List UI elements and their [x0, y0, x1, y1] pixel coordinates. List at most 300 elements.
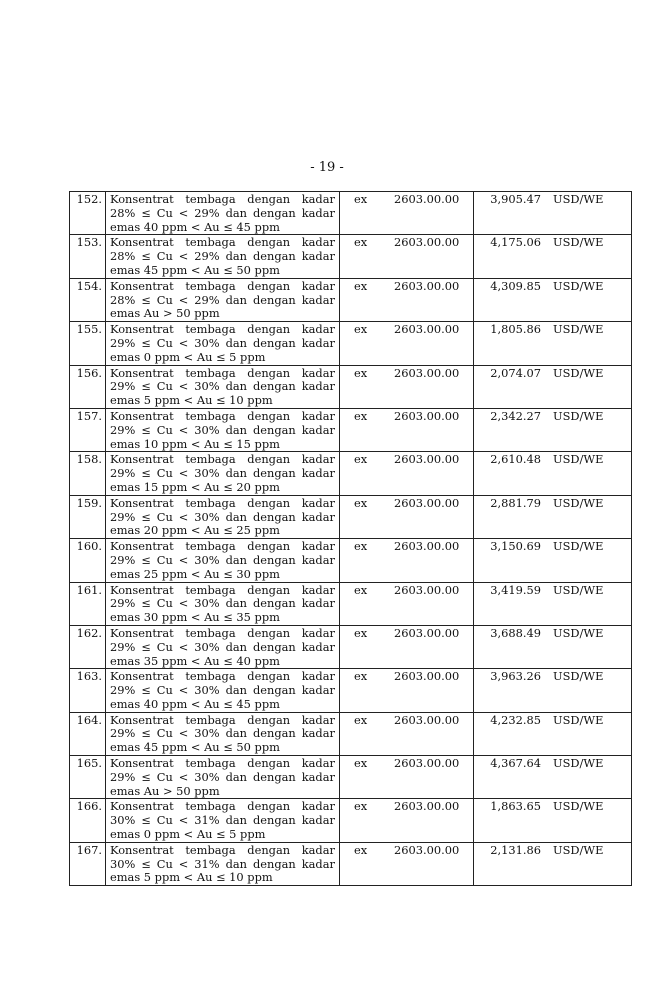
desc-word: tembaga: [185, 582, 236, 597]
desc-line-2: [110, 294, 335, 308]
row-description: [106, 322, 340, 365]
desc-word: tembaga: [185, 365, 236, 380]
desc-word: 29%: [110, 466, 136, 481]
desc-line-1: [110, 844, 335, 858]
row-hs-code-cell: [340, 799, 474, 842]
desc-word: ≤: [141, 509, 151, 524]
desc-word: ≤: [141, 249, 151, 264]
row-amount: 3,419.59: [490, 582, 541, 597]
desc-word: 30%: [194, 726, 220, 741]
row-number: 158.: [70, 452, 106, 495]
desc-word: dan: [225, 813, 247, 828]
desc-word: kadar: [301, 422, 335, 437]
desc-word: dengan: [252, 683, 296, 698]
desc-word: Cu: [156, 639, 173, 654]
row-hs-code-cell: [340, 495, 474, 538]
desc-word: 31%: [194, 856, 220, 871]
desc-word: tembaga: [185, 408, 236, 423]
desc-line-1: [110, 540, 335, 554]
desc-word: dan: [225, 292, 247, 307]
row-ex-label: ex: [354, 539, 368, 554]
desc-word: dan: [225, 509, 247, 524]
row-price-cell: [474, 712, 632, 755]
desc-word: tembaga: [185, 452, 236, 467]
desc-word: Konsentrat: [110, 625, 174, 640]
desc-word: Konsentrat: [110, 712, 174, 727]
desc-word: kadar: [301, 335, 335, 350]
desc-word: <: [178, 335, 189, 350]
desc-word: kadar: [301, 292, 335, 307]
desc-line-1: [110, 800, 335, 814]
row-hs-code-cell: [340, 322, 474, 365]
desc-line-2: [110, 814, 335, 828]
desc-word: <: [178, 379, 189, 394]
desc-word: kadar: [301, 856, 335, 871]
row-description: [106, 452, 340, 495]
row-hs-code: 2603.00.00: [394, 235, 460, 250]
desc-word: dan: [225, 639, 247, 654]
desc-word: Konsentrat: [110, 452, 174, 467]
table-row: [70, 408, 632, 451]
desc-word: kadar: [301, 813, 335, 828]
desc-word: <: [178, 205, 189, 220]
desc-word: Cu: [156, 769, 173, 784]
table-row: [70, 669, 632, 712]
desc-word: ≤: [141, 856, 151, 871]
desc-word: Konsentrat: [110, 669, 174, 684]
desc-line-1: [110, 323, 335, 337]
desc-word: 29%: [110, 335, 136, 350]
row-amount: 1,863.65: [490, 799, 541, 814]
row-description: [106, 625, 340, 668]
desc-word: kadar: [301, 625, 335, 640]
row-price-cell: [474, 322, 632, 365]
desc-word: Cu: [156, 292, 173, 307]
row-number: 157.: [70, 408, 106, 451]
row-unit: USD/WE: [553, 192, 604, 206]
row-unit: USD/WE: [553, 712, 604, 727]
desc-word: 29%: [110, 639, 136, 654]
desc-word: tembaga: [185, 278, 236, 293]
row-ex-label: ex: [354, 278, 368, 293]
tariff-table: [69, 191, 632, 886]
desc-word: tembaga: [185, 235, 236, 250]
row-number: 163.: [70, 669, 106, 712]
desc-word: Konsentrat: [110, 756, 174, 771]
desc-line-3: emas 25 ppm < Au ≤ 30 ppm: [110, 566, 280, 581]
page-number: - 19 -: [310, 160, 344, 175]
desc-word: Cu: [156, 379, 173, 394]
desc-word: ≤: [141, 552, 151, 567]
desc-word: ≤: [141, 813, 151, 828]
table-row: [70, 452, 632, 495]
row-hs-code: 2603.00.00: [394, 625, 460, 640]
desc-word: tembaga: [185, 712, 236, 727]
row-ex-label: ex: [354, 625, 368, 640]
desc-word: <: [178, 726, 189, 741]
desc-word: Cu: [156, 552, 173, 567]
desc-word: 30%: [194, 379, 220, 394]
row-ex-label: ex: [354, 842, 368, 857]
desc-line-1: [110, 714, 335, 728]
row-price-cell: [474, 625, 632, 668]
desc-word: Konsentrat: [110, 799, 174, 814]
row-hs-code: 2603.00.00: [394, 669, 460, 684]
desc-word: 31%: [194, 813, 220, 828]
desc-word: ≤: [141, 683, 151, 698]
desc-word: dengan: [252, 639, 296, 654]
row-number: 165.: [70, 756, 106, 799]
desc-word: Cu: [156, 466, 173, 481]
desc-word: tembaga: [185, 756, 236, 771]
desc-line-2: [110, 337, 335, 351]
desc-word: dan: [225, 335, 247, 350]
desc-word: ≤: [141, 639, 151, 654]
desc-word: 30%: [110, 813, 136, 828]
desc-word: dengan: [247, 192, 291, 206]
row-description: [106, 495, 340, 538]
row-amount: 3,688.49: [490, 625, 541, 640]
desc-word: dengan: [252, 379, 296, 394]
desc-word: dan: [225, 422, 247, 437]
row-price-cell: [474, 495, 632, 538]
tariff-table-body: [70, 192, 632, 886]
desc-line-2: [110, 207, 335, 221]
desc-word: <: [178, 813, 189, 828]
desc-word: dengan: [247, 712, 291, 727]
desc-word: dengan: [252, 552, 296, 567]
table-row: [70, 539, 632, 582]
table-row: [70, 756, 632, 799]
desc-word: Cu: [156, 422, 173, 437]
desc-word: <: [178, 596, 189, 611]
desc-line-3: emas 30 ppm < Au ≤ 35 ppm: [110, 610, 280, 625]
row-ex-label: ex: [354, 408, 368, 423]
desc-line-1: [110, 453, 335, 467]
row-ex-label: ex: [354, 712, 368, 727]
desc-word: dan: [225, 726, 247, 741]
desc-word: ≤: [141, 205, 151, 220]
desc-word: ≤: [141, 596, 151, 611]
row-hs-code: 2603.00.00: [394, 408, 460, 423]
table-row: [70, 799, 632, 842]
desc-word: kadar: [301, 769, 335, 784]
desc-word: Konsentrat: [110, 582, 174, 597]
table-row: [70, 495, 632, 538]
desc-word: dengan: [247, 625, 291, 640]
desc-line-3: emas 20 ppm < Au ≤ 25 ppm: [110, 523, 280, 538]
desc-word: dengan: [247, 365, 291, 380]
desc-word: 30%: [194, 335, 220, 350]
desc-word: dengan: [247, 756, 291, 771]
desc-word: <: [178, 856, 189, 871]
desc-word: dengan: [247, 799, 291, 814]
desc-line-3: emas 10 ppm < Au ≤ 15 ppm: [110, 436, 280, 451]
row-number: 160.: [70, 539, 106, 582]
desc-word: <: [178, 552, 189, 567]
desc-line-2: [110, 511, 335, 525]
desc-line-1: [110, 367, 335, 381]
row-hs-code-cell: [340, 669, 474, 712]
desc-word: kadar: [301, 249, 335, 264]
row-price-cell: [474, 582, 632, 625]
table-row: [70, 712, 632, 755]
desc-line-2: [110, 554, 335, 568]
desc-word: dan: [225, 249, 247, 264]
row-hs-code-cell: [340, 539, 474, 582]
desc-line-3: emas 5 ppm < Au ≤ 10 ppm: [110, 393, 273, 408]
desc-line-3: emas 35 ppm < Au ≤ 40 ppm: [110, 653, 280, 668]
row-price-cell: [474, 799, 632, 842]
row-ex-label: ex: [354, 799, 368, 814]
desc-word: tembaga: [185, 322, 236, 337]
desc-word: dengan: [247, 278, 291, 293]
desc-line-3: emas 40 ppm < Au ≤ 45 ppm: [110, 696, 280, 711]
desc-line-3: emas 5 ppm < Au ≤ 10 ppm: [110, 870, 273, 885]
row-hs-code: 2603.00.00: [394, 712, 460, 727]
desc-word: kadar: [301, 552, 335, 567]
row-description: [106, 756, 340, 799]
row-description: [106, 582, 340, 625]
desc-word: kadar: [301, 726, 335, 741]
row-number: 155.: [70, 322, 106, 365]
desc-word: dengan: [252, 509, 296, 524]
desc-line-1: [110, 236, 335, 250]
row-ex-label: ex: [354, 495, 368, 510]
desc-line-3: emas Au > 50 ppm: [110, 783, 220, 798]
table-row: [70, 235, 632, 278]
desc-word: kadar: [301, 322, 335, 337]
row-price-cell: [474, 669, 632, 712]
desc-word: tembaga: [185, 495, 236, 510]
desc-word: 29%: [110, 422, 136, 437]
desc-word: Konsentrat: [110, 278, 174, 293]
desc-word: dengan: [247, 539, 291, 554]
desc-word: kadar: [301, 683, 335, 698]
table-row: [70, 278, 632, 321]
row-hs-code: 2603.00.00: [394, 495, 460, 510]
row-hs-code-cell: [340, 408, 474, 451]
row-description: [106, 712, 340, 755]
row-unit: USD/WE: [553, 799, 604, 814]
row-unit: USD/WE: [553, 842, 604, 857]
desc-word: Konsentrat: [110, 842, 174, 857]
desc-word: dan: [225, 466, 247, 481]
desc-line-3: emas 0 ppm < Au ≤ 5 ppm: [110, 349, 266, 364]
desc-word: dengan: [252, 856, 296, 871]
desc-word: Konsentrat: [110, 322, 174, 337]
desc-line-2: [110, 684, 335, 698]
desc-word: 29%: [110, 769, 136, 784]
desc-word: dan: [225, 552, 247, 567]
desc-word: 28%: [110, 249, 136, 264]
row-description: [106, 235, 340, 278]
table-row: [70, 582, 632, 625]
desc-word: ≤: [141, 769, 151, 784]
desc-word: ≤: [141, 292, 151, 307]
desc-line-2: [110, 597, 335, 611]
row-hs-code: 2603.00.00: [394, 322, 460, 337]
desc-word: kadar: [301, 639, 335, 654]
row-number: 154.: [70, 278, 106, 321]
desc-line-3: emas 15 ppm < Au ≤ 20 ppm: [110, 479, 280, 494]
desc-word: kadar: [301, 278, 335, 293]
desc-word: dan: [225, 769, 247, 784]
row-amount: 2,074.07: [490, 365, 541, 380]
desc-word: dengan: [247, 408, 291, 423]
desc-word: <: [178, 466, 189, 481]
desc-line-1: [110, 757, 335, 771]
desc-word: dengan: [252, 422, 296, 437]
row-amount: 4,232.85: [490, 712, 541, 727]
desc-word: kadar: [301, 452, 335, 467]
row-amount: 2,881.79: [490, 495, 541, 510]
desc-word: kadar: [301, 205, 335, 220]
row-price-cell: [474, 756, 632, 799]
desc-word: kadar: [301, 596, 335, 611]
desc-word: kadar: [301, 842, 335, 857]
row-unit: USD/WE: [553, 235, 604, 250]
desc-line-3: emas 45 ppm < Au ≤ 50 ppm: [110, 262, 280, 277]
desc-word: kadar: [301, 712, 335, 727]
desc-word: kadar: [301, 235, 335, 250]
row-hs-code-cell: [340, 712, 474, 755]
desc-word: kadar: [301, 379, 335, 394]
desc-word: Cu: [156, 509, 173, 524]
row-hs-code-cell: [340, 365, 474, 408]
desc-word: ≤: [141, 422, 151, 437]
row-hs-code: 2603.00.00: [394, 799, 460, 814]
row-ex-label: ex: [354, 192, 368, 206]
desc-word: Cu: [156, 856, 173, 871]
desc-word: tembaga: [185, 539, 236, 554]
row-hs-code-cell: [340, 192, 474, 235]
desc-word: <: [178, 639, 189, 654]
desc-word: 29%: [110, 596, 136, 611]
row-number: 164.: [70, 712, 106, 755]
desc-word: 30%: [194, 596, 220, 611]
desc-line-3: emas Au > 50 ppm: [110, 306, 220, 321]
row-unit: USD/WE: [553, 495, 604, 510]
desc-word: 30%: [194, 639, 220, 654]
row-description: [106, 799, 340, 842]
row-description: [106, 192, 340, 235]
desc-word: dan: [225, 683, 247, 698]
desc-word: 29%: [110, 509, 136, 524]
row-amount: 3,905.47: [490, 192, 541, 206]
desc-word: 29%: [194, 292, 220, 307]
row-hs-code-cell: [340, 625, 474, 668]
desc-line-1: [110, 497, 335, 511]
desc-word: dengan: [252, 205, 296, 220]
desc-word: dengan: [252, 596, 296, 611]
desc-word: dengan: [252, 466, 296, 481]
desc-line-1: [110, 193, 335, 207]
row-number: 152.: [70, 192, 106, 235]
desc-word: Konsentrat: [110, 539, 174, 554]
desc-line-3: emas 40 ppm < Au ≤ 45 ppm: [110, 219, 280, 234]
row-ex-label: ex: [354, 669, 368, 684]
desc-line-2: [110, 727, 335, 741]
row-description: [106, 278, 340, 321]
row-hs-code-cell: [340, 452, 474, 495]
desc-word: tembaga: [185, 669, 236, 684]
desc-word: <: [178, 509, 189, 524]
desc-line-2: [110, 858, 335, 872]
desc-word: 30%: [194, 683, 220, 698]
desc-word: ≤: [141, 379, 151, 394]
desc-word: 29%: [194, 249, 220, 264]
table-row: [70, 322, 632, 365]
row-price-cell: [474, 452, 632, 495]
row-number: 167.: [70, 842, 106, 885]
desc-word: dengan: [252, 335, 296, 350]
row-description: [106, 408, 340, 451]
desc-word: 29%: [110, 683, 136, 698]
row-ex-label: ex: [354, 235, 368, 250]
desc-line-1: [110, 627, 335, 641]
row-amount: 4,309.85: [490, 278, 541, 293]
desc-word: 30%: [194, 552, 220, 567]
desc-word: kadar: [301, 799, 335, 814]
desc-word: <: [178, 769, 189, 784]
row-hs-code: 2603.00.00: [394, 365, 460, 380]
desc-word: dan: [225, 596, 247, 611]
desc-line-2: [110, 424, 335, 438]
desc-word: 28%: [110, 205, 136, 220]
row-hs-code-cell: [340, 582, 474, 625]
desc-word: kadar: [301, 582, 335, 597]
row-number: 159.: [70, 495, 106, 538]
desc-word: <: [178, 292, 189, 307]
table-row: [70, 842, 632, 885]
desc-word: kadar: [301, 495, 335, 510]
desc-word: tembaga: [185, 799, 236, 814]
row-hs-code: 2603.00.00: [394, 756, 460, 771]
desc-word: dengan: [247, 582, 291, 597]
desc-word: ≤: [141, 335, 151, 350]
desc-word: dan: [225, 379, 247, 394]
row-unit: USD/WE: [553, 669, 604, 684]
row-price-cell: [474, 539, 632, 582]
desc-line-3: emas 0 ppm < Au ≤ 5 ppm: [110, 827, 266, 842]
desc-word: kadar: [301, 669, 335, 684]
desc-word: kadar: [301, 365, 335, 380]
row-hs-code: 2603.00.00: [394, 582, 460, 597]
row-amount: 2,610.48: [490, 452, 541, 467]
desc-word: Cu: [156, 335, 173, 350]
desc-word: Cu: [156, 249, 173, 264]
row-hs-code: 2603.00.00: [394, 278, 460, 293]
desc-word: Konsentrat: [110, 408, 174, 423]
desc-word: kadar: [301, 192, 335, 206]
desc-word: dengan: [252, 249, 296, 264]
desc-word: Konsentrat: [110, 495, 174, 510]
desc-word: 29%: [110, 379, 136, 394]
desc-word: dengan: [247, 322, 291, 337]
desc-word: Cu: [156, 683, 173, 698]
desc-line-1: [110, 410, 335, 424]
desc-line-2: [110, 467, 335, 481]
row-price-cell: [474, 842, 632, 885]
row-amount: 2,131.86: [490, 842, 541, 857]
row-hs-code-cell: [340, 756, 474, 799]
desc-word: kadar: [301, 756, 335, 771]
desc-word: <: [178, 683, 189, 698]
desc-word: ≤: [141, 726, 151, 741]
desc-word: Cu: [156, 813, 173, 828]
row-amount: 4,367.64: [490, 756, 541, 771]
